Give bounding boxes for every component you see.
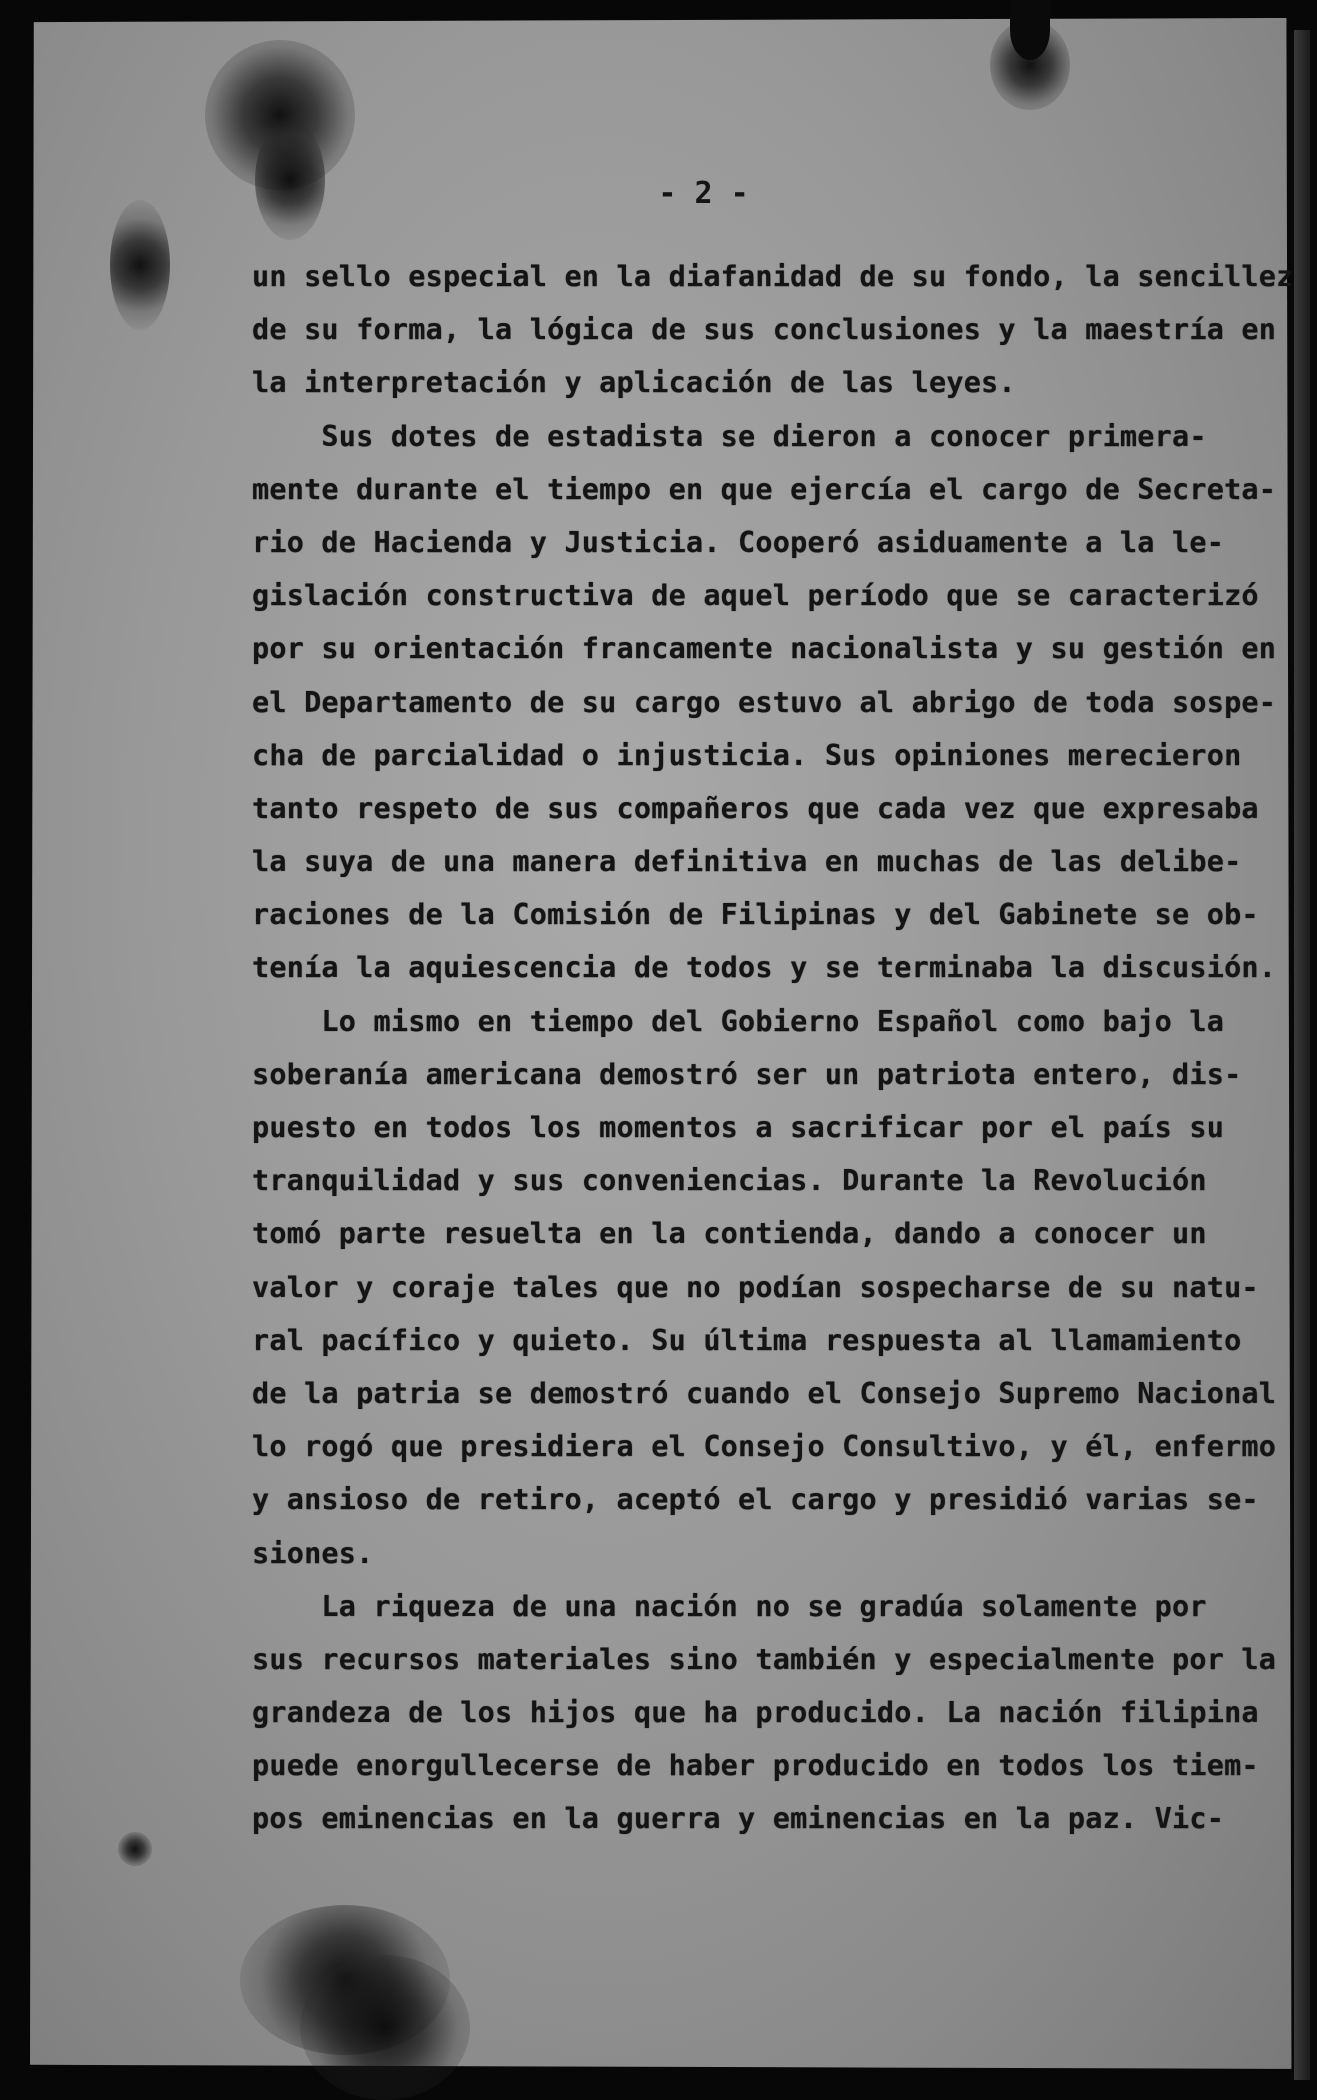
text-line: cha de parcialidad o injusticia. Sus opiniones merecieron <box>252 738 1242 772</box>
text-line: la suya de una manera definitiva en muchas de las delibe- <box>252 845 1242 879</box>
text-line: pos eminencias en la guerra y eminencias en la paz. Vic- <box>252 1802 1225 1836</box>
text-line: la interpretación y aplicación de las leyes. <box>252 366 1016 400</box>
text-line: mente durante el tiempo en que ejercía el cargo de Secreta- <box>252 472 1277 506</box>
text-line: rio de Hacienda y Justicia. Cooperó asiduamente a la le- <box>252 525 1225 559</box>
typed-body-text <box>252 250 1294 1846</box>
text-line: Sus dotes de estadista se dieron a conocer primera- <box>252 419 1207 453</box>
ink-smudge-left-margin <box>110 200 170 330</box>
text-line: por su orientación francamente nacionalista y su gestión en <box>252 632 1277 666</box>
text-line: soberanía americana demostró ser un patriota entero, dis- <box>252 1057 1242 1091</box>
text-line: tranquilidad y sus conveniencias. Durante la Revolución <box>252 1164 1207 1198</box>
text-line: siones. <box>252 1536 374 1570</box>
page-number: - 2 - <box>658 176 749 211</box>
page-edge-shadow <box>1294 30 1310 2080</box>
text-line: grandeza de los hijos que ha producido. La nación filipina <box>252 1696 1259 1730</box>
text-line: puede enorgullecerse de haber producido en todos los tiem- <box>252 1749 1259 1783</box>
text-line: de su forma, la lógica de sus conclusiones y la maestría en <box>252 313 1277 347</box>
text-line: gislación constructiva de aquel período que se caracterizó <box>252 579 1259 613</box>
text-line: sus recursos materiales sino también y especialmente por la <box>252 1642 1277 1676</box>
text-line: tomó parte resuelta en la contienda, dando a conocer un <box>252 1217 1207 1251</box>
text-line: el Departamento de su cargo estuvo al abrigo de toda sospe- <box>252 685 1277 719</box>
text-line: lo rogó que presidiera el Consejo Consultivo, y él, enfermo <box>252 1430 1277 1464</box>
text-line: valor y coraje tales que no podían sospecharse de su natu- <box>252 1270 1259 1304</box>
text-line: y ansioso de retiro, aceptó el cargo y presidió varias se- <box>252 1483 1259 1517</box>
text-line: La riqueza de una nación no se gradúa solamente por <box>252 1589 1207 1623</box>
torn-corner-top-right <box>1010 0 1050 60</box>
text-line: Lo mismo en tiempo del Gobierno Español como bajo la <box>252 1004 1225 1038</box>
text-line: tenía la aquiescencia de todos y se terminaba la discusión. <box>252 951 1277 985</box>
text-line: puesto en todos los momentos a sacrificar por el país su <box>252 1111 1225 1144</box>
text-line: de la patria se demostró cuando el Consejo Supremo Nacional <box>252 1376 1277 1410</box>
text-line: ral pacífico y quieto. Su última respuesta al llamamiento <box>252 1323 1242 1357</box>
ink-stain-bottom-center <box>300 1955 470 2100</box>
text-line: tanto respeto de sus compañeros que cada vez que expresaba <box>252 791 1259 825</box>
text-line: raciones de la Comisión de Filipinas y del Gabinete se ob- <box>252 898 1259 932</box>
ink-dot-left-margin <box>118 1832 152 1866</box>
text-line: un sello especial en la diafanidad de su fondo, la sencillez <box>252 260 1294 293</box>
